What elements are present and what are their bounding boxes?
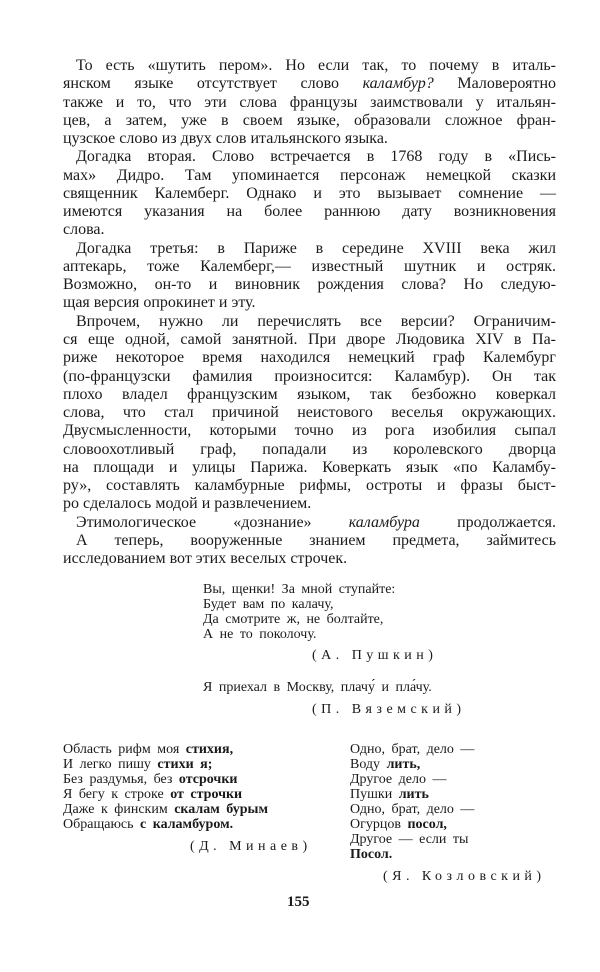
poem-line xyxy=(350,787,474,802)
paragraph xyxy=(63,532,556,569)
italic-text: каламбура xyxy=(348,513,420,531)
poem-line xyxy=(350,802,474,817)
text-run: мах» Дидро. Там упоминается персонаж немецкой сказки xyxy=(63,166,556,184)
page-number: 155 xyxy=(287,894,310,910)
text-line xyxy=(63,422,556,440)
text-run: А теперь, вооруженные знанием предмета, займитесь xyxy=(76,531,556,549)
text-line xyxy=(63,550,556,568)
bold-text: отсрочки xyxy=(178,772,238,787)
poem-line xyxy=(350,832,474,847)
bold-text: лить xyxy=(398,787,429,802)
text-line xyxy=(63,477,556,495)
poem-line xyxy=(63,757,268,772)
text-run: Вы, щенки! За мной ступайте: xyxy=(203,582,396,597)
text-run: Догадка вторая. Слово встречается в 1768 году в «Пись- xyxy=(76,148,556,166)
poem-author-kozlovsky: (Я. Козловский) xyxy=(383,869,546,884)
text-run: слова, что стал причиной неистового веселья окружающих. xyxy=(63,404,556,422)
paragraph xyxy=(63,148,556,239)
text-run: Догадка третья: в Париже в середине XVIII века жил xyxy=(76,239,556,257)
text-run: щая версия опрокинет и эту. xyxy=(63,294,256,312)
text-run: Даже к финским xyxy=(63,802,175,817)
text-line xyxy=(63,185,556,203)
poem-kozlovsky xyxy=(350,742,474,862)
text-run: слова. xyxy=(63,221,105,239)
text-run: также и то, что эти слова французы заимствовали у итальян- xyxy=(63,93,556,111)
text-run: Я бегу к строке xyxy=(63,787,171,802)
poem-author-pushkin: (А. Пушкин) xyxy=(312,648,438,663)
text-line xyxy=(63,313,556,331)
text-line xyxy=(63,532,556,550)
poem-line xyxy=(63,772,268,787)
text-run: Обращаюсь xyxy=(63,817,140,832)
text-run: плохо владел французским языком, так безбожно коверкал xyxy=(63,385,556,403)
text-line xyxy=(63,258,556,276)
poem-line xyxy=(203,612,395,627)
bold-text: посол, xyxy=(407,817,447,832)
text-run: Другое дело — xyxy=(350,772,447,787)
text-run: Пушки xyxy=(350,787,399,802)
text-line xyxy=(63,221,556,239)
poem-author-minaev: (Д. Минаев) xyxy=(190,839,312,854)
poem-vyazemsky xyxy=(203,680,432,695)
text-run: на площади и улицы Парижа. Коверкать язык «по Каламбу- xyxy=(63,458,556,476)
poem-line xyxy=(350,757,474,772)
paragraph xyxy=(63,240,556,313)
text-line xyxy=(63,441,556,459)
text-run: Возможно, он-то и виновник рождения слова? Но следую- xyxy=(63,276,556,294)
bold-text: стихи я; xyxy=(157,757,213,772)
poem-line xyxy=(350,742,474,757)
text-run: риже некоторое время находился немецкий граф Калембург xyxy=(63,349,556,367)
text-line xyxy=(63,148,556,166)
poem-line xyxy=(203,582,395,597)
poem-line xyxy=(63,817,268,832)
text-line xyxy=(63,459,556,477)
text-run: (по-французски фамилия произносится: Каламбур). Он так xyxy=(63,367,556,385)
text-line xyxy=(63,368,556,386)
text-line xyxy=(63,240,556,258)
text-line xyxy=(63,514,556,532)
poem-line xyxy=(350,847,474,862)
text-line xyxy=(63,57,556,75)
text-line xyxy=(63,94,556,112)
text-line xyxy=(63,276,556,294)
text-run: Я приехал в Москву, плачу́ и пла́чу. xyxy=(203,680,432,695)
paragraph xyxy=(63,57,556,148)
bold-text: лить, xyxy=(386,757,421,772)
text-run: И легко пишу xyxy=(63,757,158,772)
text-run: Без раздумья, без xyxy=(63,772,179,787)
paragraph xyxy=(63,313,556,514)
bold-text: Посол. xyxy=(350,847,393,862)
poem-line xyxy=(203,597,395,612)
poem-line xyxy=(350,817,474,832)
italic-text: каламбур? xyxy=(362,75,434,93)
text-line xyxy=(63,75,556,93)
poem-author-vyazemsky: (П. Вяземский) xyxy=(312,702,466,717)
text-run: А не то поколочу. xyxy=(203,627,317,642)
text-run: продолжается. xyxy=(419,513,556,531)
text-run: янском языке отсутствует слово xyxy=(63,75,363,93)
text-line xyxy=(63,167,556,185)
text-run: Будет вам по калачу, xyxy=(203,597,334,612)
text-run: Впрочем, нужно ли перечислять все версии? Ограничим- xyxy=(76,312,556,330)
text-line xyxy=(63,112,556,130)
body-text xyxy=(63,57,556,568)
text-run: Двусмысленности, которыми точно из рога изобилия сыпал xyxy=(63,422,556,440)
text-run: ро сделалось модой и развлечением. xyxy=(63,495,312,513)
text-line xyxy=(63,404,556,422)
text-run: цузское слово из двух слов итальянского языка. xyxy=(63,130,388,148)
text-line xyxy=(63,386,556,404)
text-run: Одно, брат, дело — xyxy=(350,742,475,757)
bold-text: скалам бурым xyxy=(174,802,269,817)
text-run: цев, а затем, уже в своем языке, образовали сложное фран- xyxy=(63,111,556,129)
text-run: священник Калемберг. Однако и это вызывает сомнение — xyxy=(63,184,556,202)
text-line xyxy=(63,294,556,312)
text-run: Этимологическое «дознание» xyxy=(76,513,349,531)
text-run: ся еще одной, самой занятной. При дворе Людовика XIV в Па- xyxy=(63,330,556,348)
bold-text: с каламбуром. xyxy=(140,817,234,832)
text-run: аптекарь, тоже Калемберг,— известный шутник и остряк. xyxy=(63,257,556,275)
bold-text: стихия, xyxy=(185,742,234,757)
poem-line xyxy=(63,742,268,757)
text-run: имеются указания на более раннюю дату возникновения xyxy=(63,203,556,221)
bold-text: от строчки xyxy=(170,787,243,802)
text-run: Другое — если ты xyxy=(350,832,469,847)
poem-pushkin xyxy=(203,582,395,642)
poem-line xyxy=(350,772,474,787)
text-run: словоохотливый граф, попадали из королевского дворца xyxy=(63,440,556,458)
text-run: Одно, брат, дело — xyxy=(350,802,475,817)
text-run: Воду xyxy=(350,757,387,772)
text-run: Область рифм моя xyxy=(63,742,186,757)
poem-line xyxy=(203,627,395,642)
text-line xyxy=(63,349,556,367)
text-run: исследованием вот этих веселых строчек. xyxy=(63,550,348,568)
paragraph xyxy=(63,514,556,532)
text-run: ру», составлять каламбурные рифмы, остроты и фразы быст- xyxy=(63,477,556,495)
text-line xyxy=(63,495,556,513)
poem-line xyxy=(63,802,268,817)
text-run: Маловероятно xyxy=(433,75,556,93)
poem-line xyxy=(63,787,268,802)
poem-line xyxy=(203,680,432,695)
text-line xyxy=(63,130,556,148)
text-run: Огурцов xyxy=(350,817,408,832)
text-line xyxy=(63,331,556,349)
poem-minaev xyxy=(63,742,268,832)
text-line xyxy=(63,203,556,221)
text-run: Да смотрите ж, не болтайте, xyxy=(203,612,384,627)
text-run: То есть «шутить пером». Но если так, то почему в италь- xyxy=(76,57,556,74)
